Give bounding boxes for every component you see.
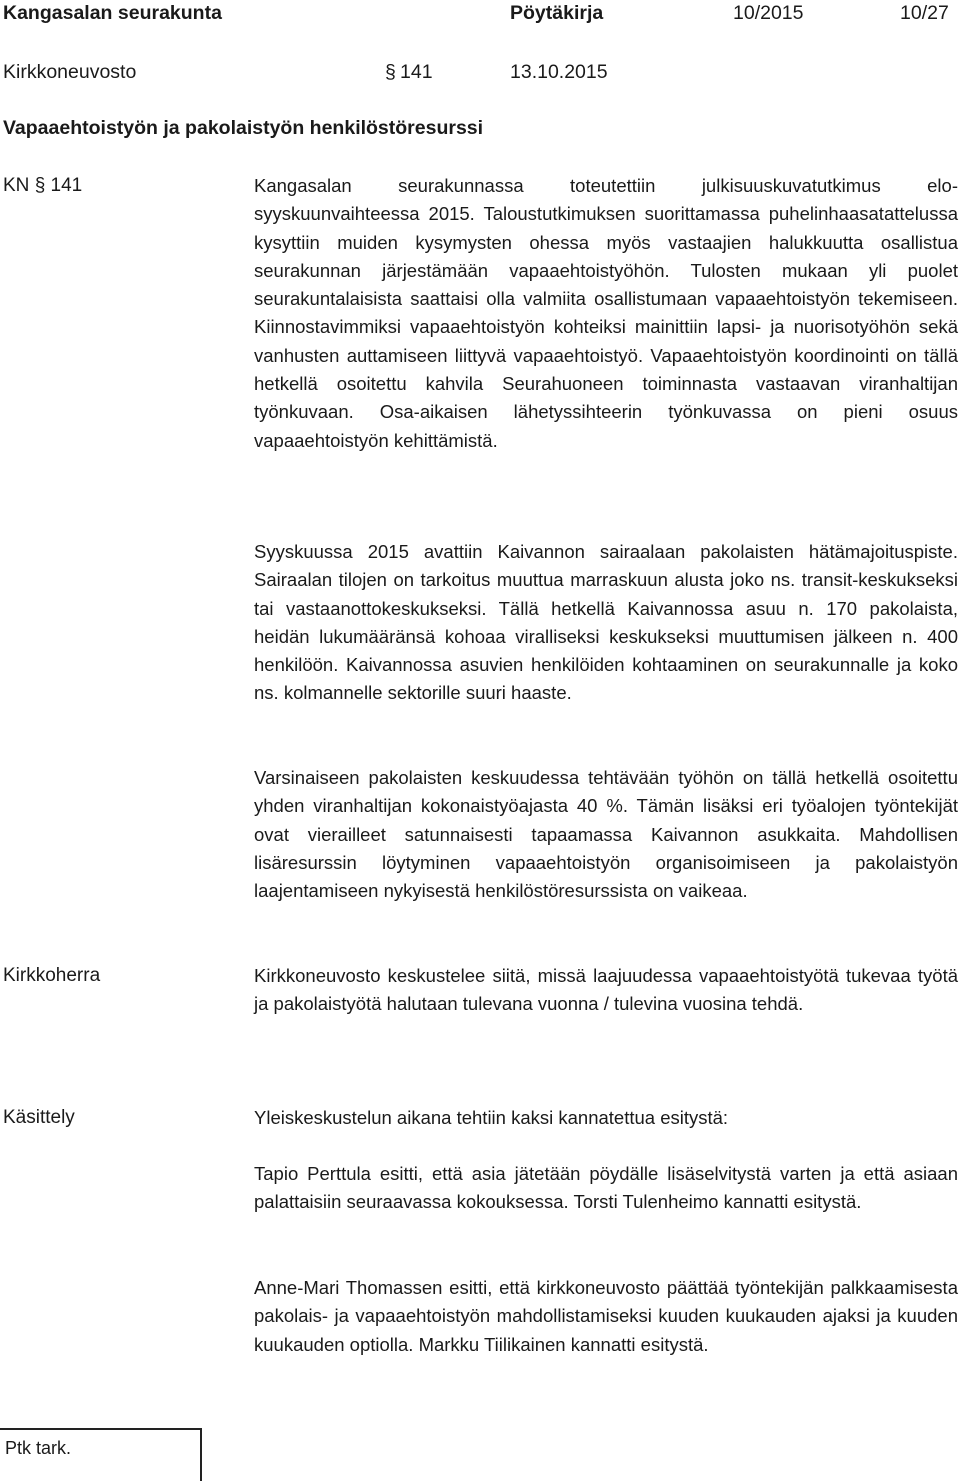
kasittely-proposal-1: Tapio Perttula esitti, että asia jätetään pöydälle lisäselvitystä varten ja että asiaan palattaisiin seuraavassa kokouksessa. Torsti Tulenheimo kannatti esitystä.	[254, 1163, 958, 1213]
minutes-check-label: Ptk tark.	[5, 1438, 72, 1458]
paragraph-refugee-center: Syyskuussa 2015 avattiin Kaivannon sairaalaan pakolaisten hätämajoituspiste. Sairaalan tilojen on tarkoitus muuttua marraskuun alusta joko ns. transit-keskukseksi tai vastaanottokeskukseksi. Tällä hetkellä Kaivannossa asuu n. 170 pakolaista, heidän lukumääränsä kohoaa viralliseksi keskukseksi muuttumisen jälkeen n. 400 henkilöön. Kaivannossa asuvien henkilöiden kohtaaminen on seurakunnalle ja koko ns. kolmannelle sektorille suuri haaste.	[254, 541, 958, 704]
kasittely-label: Käsittely	[3, 1107, 75, 1128]
section-ref-number: 141	[50, 175, 83, 196]
section-ref-sign: §	[34, 175, 46, 196]
kasittely-proposal-2: Anne-Mari Thomassen esitti, että kirkkoneuvosto päättää työntekijän palkkaamisesta pakolais- ja vapaaehtoistyön mahdollistamiseksi kuuden kuukauden ajaksi ja kuuden kuukauden optiolla. Markku Tiilikainen kannatti esitystä.	[254, 1277, 958, 1355]
kirkkoherra-label: Kirkkoherra	[3, 965, 101, 986]
meeting-body: Kirkkoneuvosto	[3, 61, 137, 83]
meeting-date: 13.10.2015	[510, 61, 608, 83]
section-ref-prefix: KN	[3, 175, 30, 196]
section-sign: §	[385, 61, 396, 83]
kirkkoherra-proposal: Kirkkoneuvosto keskustelee siitä, missä laajuudessa vapaaehtoistyötä tukevaa työtä ja pakolaistyötä halutaan tulevana vuonna / tulevina vuosina tehdä.	[254, 965, 958, 1015]
organization-name: Kangasalan seurakunta	[3, 2, 222, 24]
paragraph-survey: Kangasalan seurakunnassa toteutettiin julkisuuskuvatutkimus elo-syyskuunvaihteessa 2015. Taloustutkimuksen suorittamassa puhelinhaasatattelussa kysyttiin muiden kysymysten ohessa myös vastaajien halukkuutta osallistua seurakunnan järjestämään vapaaehtoistyöhön. Tulosten mukaan yli puolet seurakuntalaisista saattaisi olla valmiita osallistumaan vapaaehtoistyön tekemiseen. Kiinnostavimmiksi vapaaehtoistyön kohteiksi mainittiin lapsi- ja nuorisotyöhön sekä vanhusten auttamiseen liittyvä vapaaehtoistyö. Vapaaehtoistyön koordinointi on tällä hetkellä osoitettu kahvila Seurahuoneen toiminnasta vastaavan viranhaltijan työnkuvaan. Osa-aikaisen lähetyssihteerin työnkuvassa on pieni osuus vapaaehtoistyön kehittämistä.	[254, 175, 958, 451]
page-number: 10/27	[900, 2, 949, 24]
agenda-item-title: Vapaaehtoistyön ja pakolaistyön henkilöstöresurssi	[3, 117, 484, 139]
document-type: Pöytäkirja	[510, 2, 604, 24]
paragraph-resources: Varsinaiseen pakolaisten keskuudessa tehtävään työhön on tällä hetkellä osoitettu yhden viranhaltijan kokonaistyöajasta 40 %. Tämän lisäksi eri työalojen työntekijät ovat vierailleet satunnaisesti tapaamassa Kaivannon asukkaita. Mahdollisen lisäresurssin löytyminen vapaaehtoistyön organisoimiseen ja pakolaistyön laajentamiseen nykyisestä henkilöstöresurssista on vaikeaa.	[254, 767, 958, 902]
section-number: 141	[400, 61, 433, 83]
document-number: 10/2015	[733, 2, 804, 24]
minutes-check-box	[0, 1428, 202, 1481]
section-reference	[3, 172, 82, 200]
kasittely-intro: Yleiskeskustelun aikana tehtiin kaksi kannatettua esitystä:	[254, 1107, 729, 1128]
